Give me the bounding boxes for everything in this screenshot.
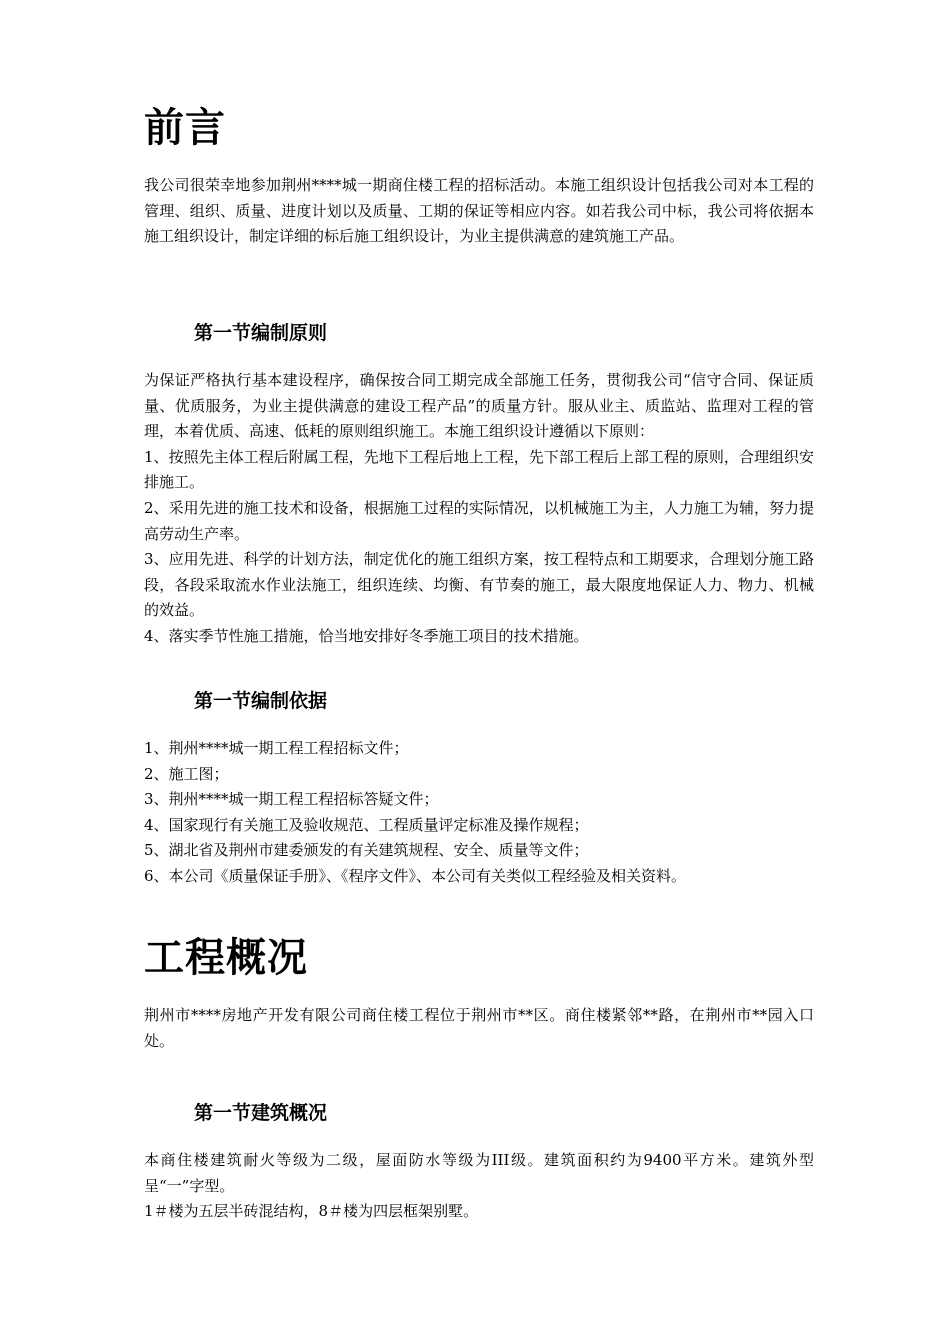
principle-item-2: 2、采用先进的施工技术和设备，根据施工过程的实际情况，以机械施工为主，人力施工为辅，努力提高劳动生产率。 xyxy=(144,498,814,543)
basis-item-2: 2、施工图； xyxy=(144,764,229,783)
preface-paragraph: 我公司很荣幸地参加荆州****城一期商住楼工程的招标活动。本施工组织设计包括我公司对本工程的管理、组织、质量、进度计划以及质量、工期的保证等相应内容。如若我公司中标，我公司将依据本施工组织设计，制定详细的标后施工组织设计，为业主提供满意的建筑施工产品。 xyxy=(144,176,814,246)
principle-item-1: 1、按照先主体工程后附属工程，先地下工程后地上工程，先下部工程后上部工程的原则，合理组织安排施工。 xyxy=(144,447,814,492)
principles-heading: 第一节编制原则 xyxy=(194,322,328,344)
building-paragraph-1: 本商住楼建筑耐火等级为二级，屋面防水等级为III级。建筑面积约为9400平方米。建筑外型呈“一”字型。 xyxy=(144,1151,814,1195)
building-heading-block xyxy=(144,1100,814,1126)
basis-item-4: 4、国家现行有关施工及验收规范、工程质量评定标准及操作规程； xyxy=(144,815,589,834)
building-heading: 第一节建筑概况 xyxy=(194,1102,328,1124)
overview-body xyxy=(144,1003,814,1054)
overview-paragraph: 荆州市****房地产开发有限公司商住楼工程位于荆州市**区。商住楼紧邻**路，在荆州市**园入口处。 xyxy=(144,1006,814,1050)
principle-item-3: 3、应用先进、科学的计划方法，制定优化的施工组织方案，按工程特点和工期要求，合理划分施工路段，各段采取流水作业法施工，组织连续、均衡、有节奏的施工，最大限度地保证人力、物力、机械的效益。 xyxy=(144,550,814,620)
principle-item-4: 4、落实季节性施工措施，恰当地安排好冬季施工项目的技术措施。 xyxy=(144,626,589,645)
principles-body xyxy=(144,368,814,650)
basis-item-5: 5、湖北省及荆州市建委颁发的有关建筑规程、安全、质量等文件； xyxy=(144,841,589,860)
basis-heading-block xyxy=(144,688,814,714)
principles-intro: 为保证严格执行基本建设程序，确保按合同工期完成全部施工任务，贯彻我公司“信守合同、保证质量、优质服务，为业主提供满意的建设工程产品”的质量方针。服从业主、质监站、监理对工程的管理，本着优质、高速、低耗的原则组织施工。本施工组织设计遵循以下原则： xyxy=(144,371,814,441)
principles-heading-block xyxy=(144,320,814,346)
basis-heading: 第一节编制依据 xyxy=(194,690,328,712)
basis-item-1: 1、荆州****城一期工程工程招标文件； xyxy=(144,739,409,757)
preface-title: 前言 xyxy=(144,105,226,151)
basis-item-3: 3、荆州****城一期工程工程招标答疑文件； xyxy=(144,790,439,809)
preface-body xyxy=(144,173,814,250)
preface-section xyxy=(144,104,814,152)
overview-title: 工程概况 xyxy=(144,935,308,981)
basis-item-6: 6、本公司《质量保证手册》、《程序文件》、本公司有关类似工程经验及相关资料。 xyxy=(144,866,687,885)
building-body xyxy=(144,1148,814,1225)
overview-section xyxy=(144,934,814,982)
building-paragraph-2: 1＃楼为五层半砖混结构，8＃楼为四层框架别墅。 xyxy=(144,1202,479,1221)
basis-body xyxy=(144,736,814,890)
